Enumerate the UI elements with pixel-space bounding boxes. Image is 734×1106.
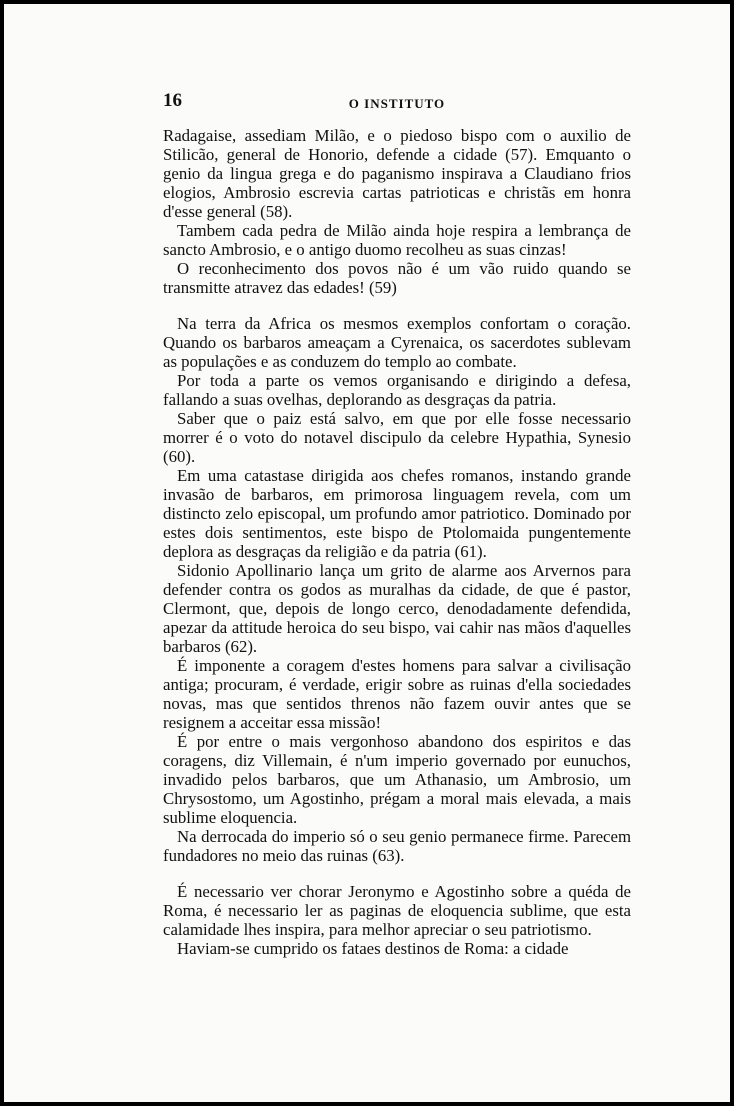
- page-number: 16: [163, 90, 182, 111]
- paragraph: O reconhecimento dos povos não é um vão ruido quando se transmitte atravez das edades! (59): [163, 259, 631, 297]
- book-page: [163, 90, 631, 958]
- page-header: [163, 90, 631, 114]
- paragraph: Tambem cada pedra de Milão ainda hoje respira a lembrança de sancto Ambrosio, e o antigo duomo recolheu as suas cinzas!: [163, 221, 631, 259]
- paragraph: Em uma catastase dirigida aos chefes romanos, instando grande invasão de barbaros, em primorosa linguagem revela, com um distincto zelo episcopal, um profundo amor patriotico. Dominado por estes dois sentimentos, este bispo de Ptolomaida pungentemente deplora as desgraças da religião e da patria (61).: [163, 466, 631, 561]
- paragraph: Na derrocada do imperio só o seu genio permanece firme. Parecem fundadores no meio das ruinas (63).: [163, 827, 631, 865]
- paragraph: Saber que o paiz está salvo, em que por elle fosse necessario morrer é o voto do notavel discipulo da celebre Hypathia, Synesio (60).: [163, 409, 631, 466]
- paragraph: Por toda a parte os vemos organisando e dirigindo a defesa, fallando a suas ovelhas, deplorando as desgraças da patria.: [163, 371, 631, 409]
- paragraph: Haviam-se cumprido os fataes destinos de Roma: a cidade: [177, 939, 569, 958]
- paragraph: Na terra da Africa os mesmos exemplos confortam o coração. Quando os barbaros ameaçam a Cyrenaica, os sacerdotes sublevam as populações e as conduzem do templo ao combate.: [163, 314, 631, 371]
- paragraph: É imponente a coragem d'estes homens para salvar a civilisação antiga; procuram, é verdade, erigir sobre as ruinas d'ella sociedades novas, mas que sentidos threnos não fazem ouvir antes que se resignem a acceitar essa missão!: [163, 656, 631, 732]
- paragraph: É por entre o mais vergonhoso abandono dos espiritos e das coragens, diz Villemain, é n'um imperio governado por eunuchos, invadido pelos barbaros, que um Athanasio, um Ambrosio, um Chrysostomo, um Agostinho, prégam a moral mais elevada, a mais sublime eloquencia.: [163, 732, 631, 827]
- paragraph: Radagaise, assediam Milão, e o piedoso bispo com o auxilio de Stilicão, general de Honorio, defende a cidade (57). Emquanto o genio da lingua grega e do paganismo inspirava a Claudiano frios elogios, Ambrosio escrevia cartas patrioticas e christãs em honra d'esse general (58).: [163, 126, 631, 221]
- paragraph: É necessario ver chorar Jeronymo e Agostinho sobre a quéda de Roma, é necessario ler as paginas de eloquencia sublime, que esta calamidade lhes inspira, para melhor apreciar o seu patriotismo.: [163, 882, 631, 939]
- running-title: O INSTITUTO: [348, 96, 446, 111]
- paragraph: Sidonio Apollinario lança um grito de alarme aos Arvernos para defender contra os godos as muralhas da cidade, de que é pastor, Clermont, que, depois de longo cerco, denodadamente defendida, apezar da attitude heroica do seu bispo, vai cahir nas mãos d'aquelles barbaros (62).: [163, 561, 631, 656]
